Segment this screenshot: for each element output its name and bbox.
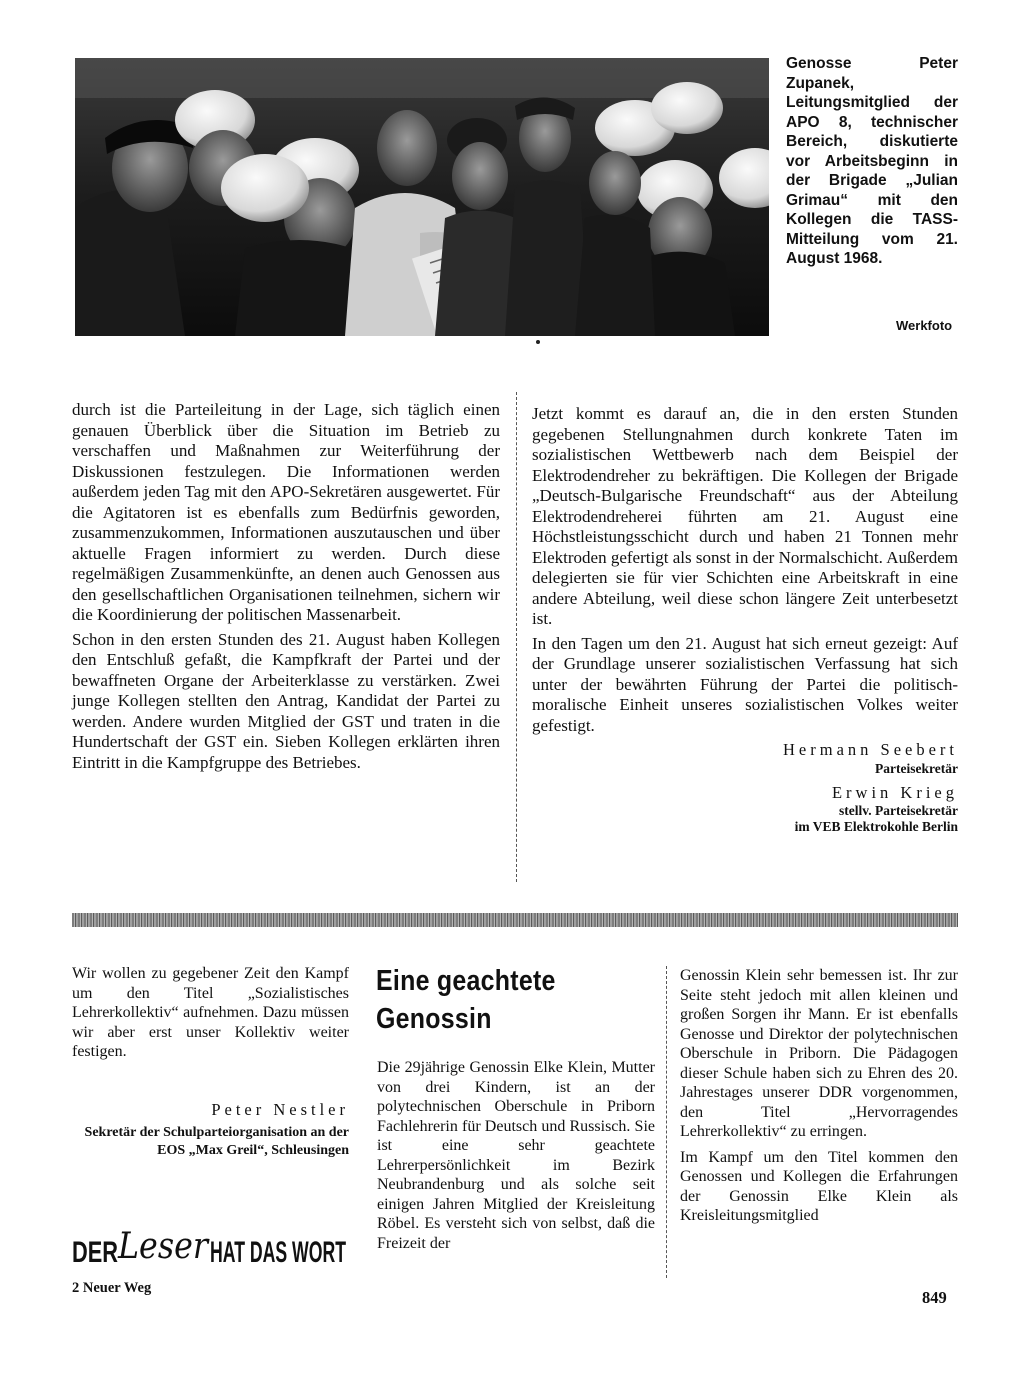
paragraph: Jetzt kommt es darauf an, die in den ersten Stunden gegebenen Stellungnahmen durch konkrete Taten im sozialistischen Wettbewerb nach dem Beispiel der Elektrodendreher zu bekräftigen. Die Kollegen der Brigade „Deutsch-Bulgarische Freundschaft“ aus der Abteilung Elektrodendreherei führten am 21. August eine Höchstleistungsschicht durch und haben 21 Tonnen mehr Elektroden gefertigt als sonst in der Normalschicht. Außerdem delegierten sie für vier Schichten eine Arbeitskraft in eine andere Abteilung, weil diese schon längere Zeit unterbesetzt ist. (532, 404, 958, 628)
paragraph: durch ist die Parteileitung in der Lage, sich täglich einen genauen Überblick über die Situation im Betrieb zu verschaffen und Maßnahmen zur Weiterführung der Diskussionen festzulegen. Die Informationen werden außerdem jeden Tag mit den APO-Sekretären ausgewertet. Für die Agitatoren ist es ebenfalls zum Bedürfnis geworden, zusammenzukommen, Informationen auszutauschen und über aktuelle Fragen informiert zu werden. Durch diese regelmäßigen Zusammenkünfte, an denen auch Genossen aus den gesellschaftlichen Organisationen teilnehmen, sichern wir die Koordinierung der politischen Massenarbeit. (72, 400, 500, 624)
signature-name: Peter Nestler (211, 1100, 349, 1119)
article-column-2 (680, 966, 958, 1226)
logo-der: DER (72, 1236, 119, 1269)
signature-name: Erwin Krieg (831, 782, 958, 802)
print-speck (536, 340, 540, 344)
signature-block (72, 1100, 349, 1159)
section-separator (72, 913, 958, 927)
photo-credit: Werkfoto (896, 318, 953, 333)
page-number: 849 (922, 1288, 947, 1307)
paragraph: Genossin Klein sehr bemessen ist. Ihr zur Seite steht jedoch mit allen kleinen und großen Sorgen ihr Mann. Er ist ebenfalls Genosse und Direktor der polytechnischen Oberschule in Priborn. Die Pädagogen dieser Schule haben sich zu Ehren des 20. Jahrestages unserer DDR vorgenommen, den Titel „Hervorragendes Lehrerkollektiv“ zu erringen. (680, 967, 958, 1140)
column-divider (516, 392, 517, 882)
column-divider (666, 966, 667, 1278)
paragraph: Wir wollen zu gegebener Zeit den Kampf um den Titel „Sozialistisches Lehrerkollektiv“ aufnehmen. Dazu müssen wir aber erst unser Kollektiv weiter festigen. (72, 965, 349, 1060)
signature-role: stellv. Parteisekretär (839, 803, 958, 818)
article-column-1 (377, 1058, 655, 1253)
footer-publication: 2 Neuer Weg (72, 1280, 152, 1296)
paragraph: Schon in den ersten Stunden des 21. August haben Kollegen den Entschluß gefaßt, die Kampfkraft der Partei und der bewaffneten Organe der Arbeiterklasse zu verstärken. Zwei junge Kollegen stellten den Antrag, Kandidat der Partei zu werden. Andere wurden Mitglied der GST und traten in die Hundertschaft der GST ein. Sieben Kollegen erklärten ihren Eintritt in die Kampfgruppe des Betriebes. (72, 629, 500, 772)
signature-role: Sekretär der Schulparteiorganisation an der EOS „Max Greil“, Schleusingen (84, 1125, 349, 1158)
reader-letter-ending (72, 964, 349, 1062)
signature-name: Hermann Seebert (783, 740, 958, 759)
upper-left-column (72, 400, 500, 773)
signature-org: im VEB Elektrokohle Berlin (794, 819, 958, 834)
paragraph: Die 29jährige Genossin Elke Klein, Mutter von drei Kindern, ist an der polytechnischen Oberschule in Priborn Fachlehrerin für Deutsch und Russisch. Sie ist eine sehr geachtete Lehrerpersönlichkeit im Bezirk Neubrandenburg und als solche seit einigen Jahren Mitglied der Kreisleitung Röbel. Es versteht sich von selbst, daß die Freizeit der (377, 1059, 655, 1252)
der-leser-hat-das-wort-logo (72, 1222, 348, 1272)
logo-hat-das-wort: HAT DAS WORT (210, 1236, 346, 1269)
article-title: Eine geachtete Genossin (376, 965, 556, 1035)
logo-leser: Leser (117, 1226, 210, 1267)
photo-caption: Genosse Peter Zupanek, Leitungsmitglied der APO 8, technischer Bereich, diskutierte vor Arbeitsbeginn in der Brigade „Julian Grimau“ mit den Kollegen die TASS-Mitteilung vom 21. August 1968. (786, 55, 958, 267)
signature-role: Parteisekretär (875, 760, 958, 776)
upper-right-column (532, 404, 958, 835)
paragraph: Im Kampf um den Titel kommen den Genossen und Kollegen die Erfahrungen der Genossin Elke Klein als Kreisleitungsmitglied (680, 1148, 958, 1224)
paragraph: In den Tagen um den 21. August hat sich erneut gezeigt: Auf der Grundlage unserer sozialistischen Verfassung hat sich unter der bewährten Führung der Partei die politisch-moralische Einheit unseres sozialistischen Volkes weiter gefestigt. (532, 633, 958, 735)
news-photo (75, 58, 769, 336)
signature-block (532, 740, 958, 835)
